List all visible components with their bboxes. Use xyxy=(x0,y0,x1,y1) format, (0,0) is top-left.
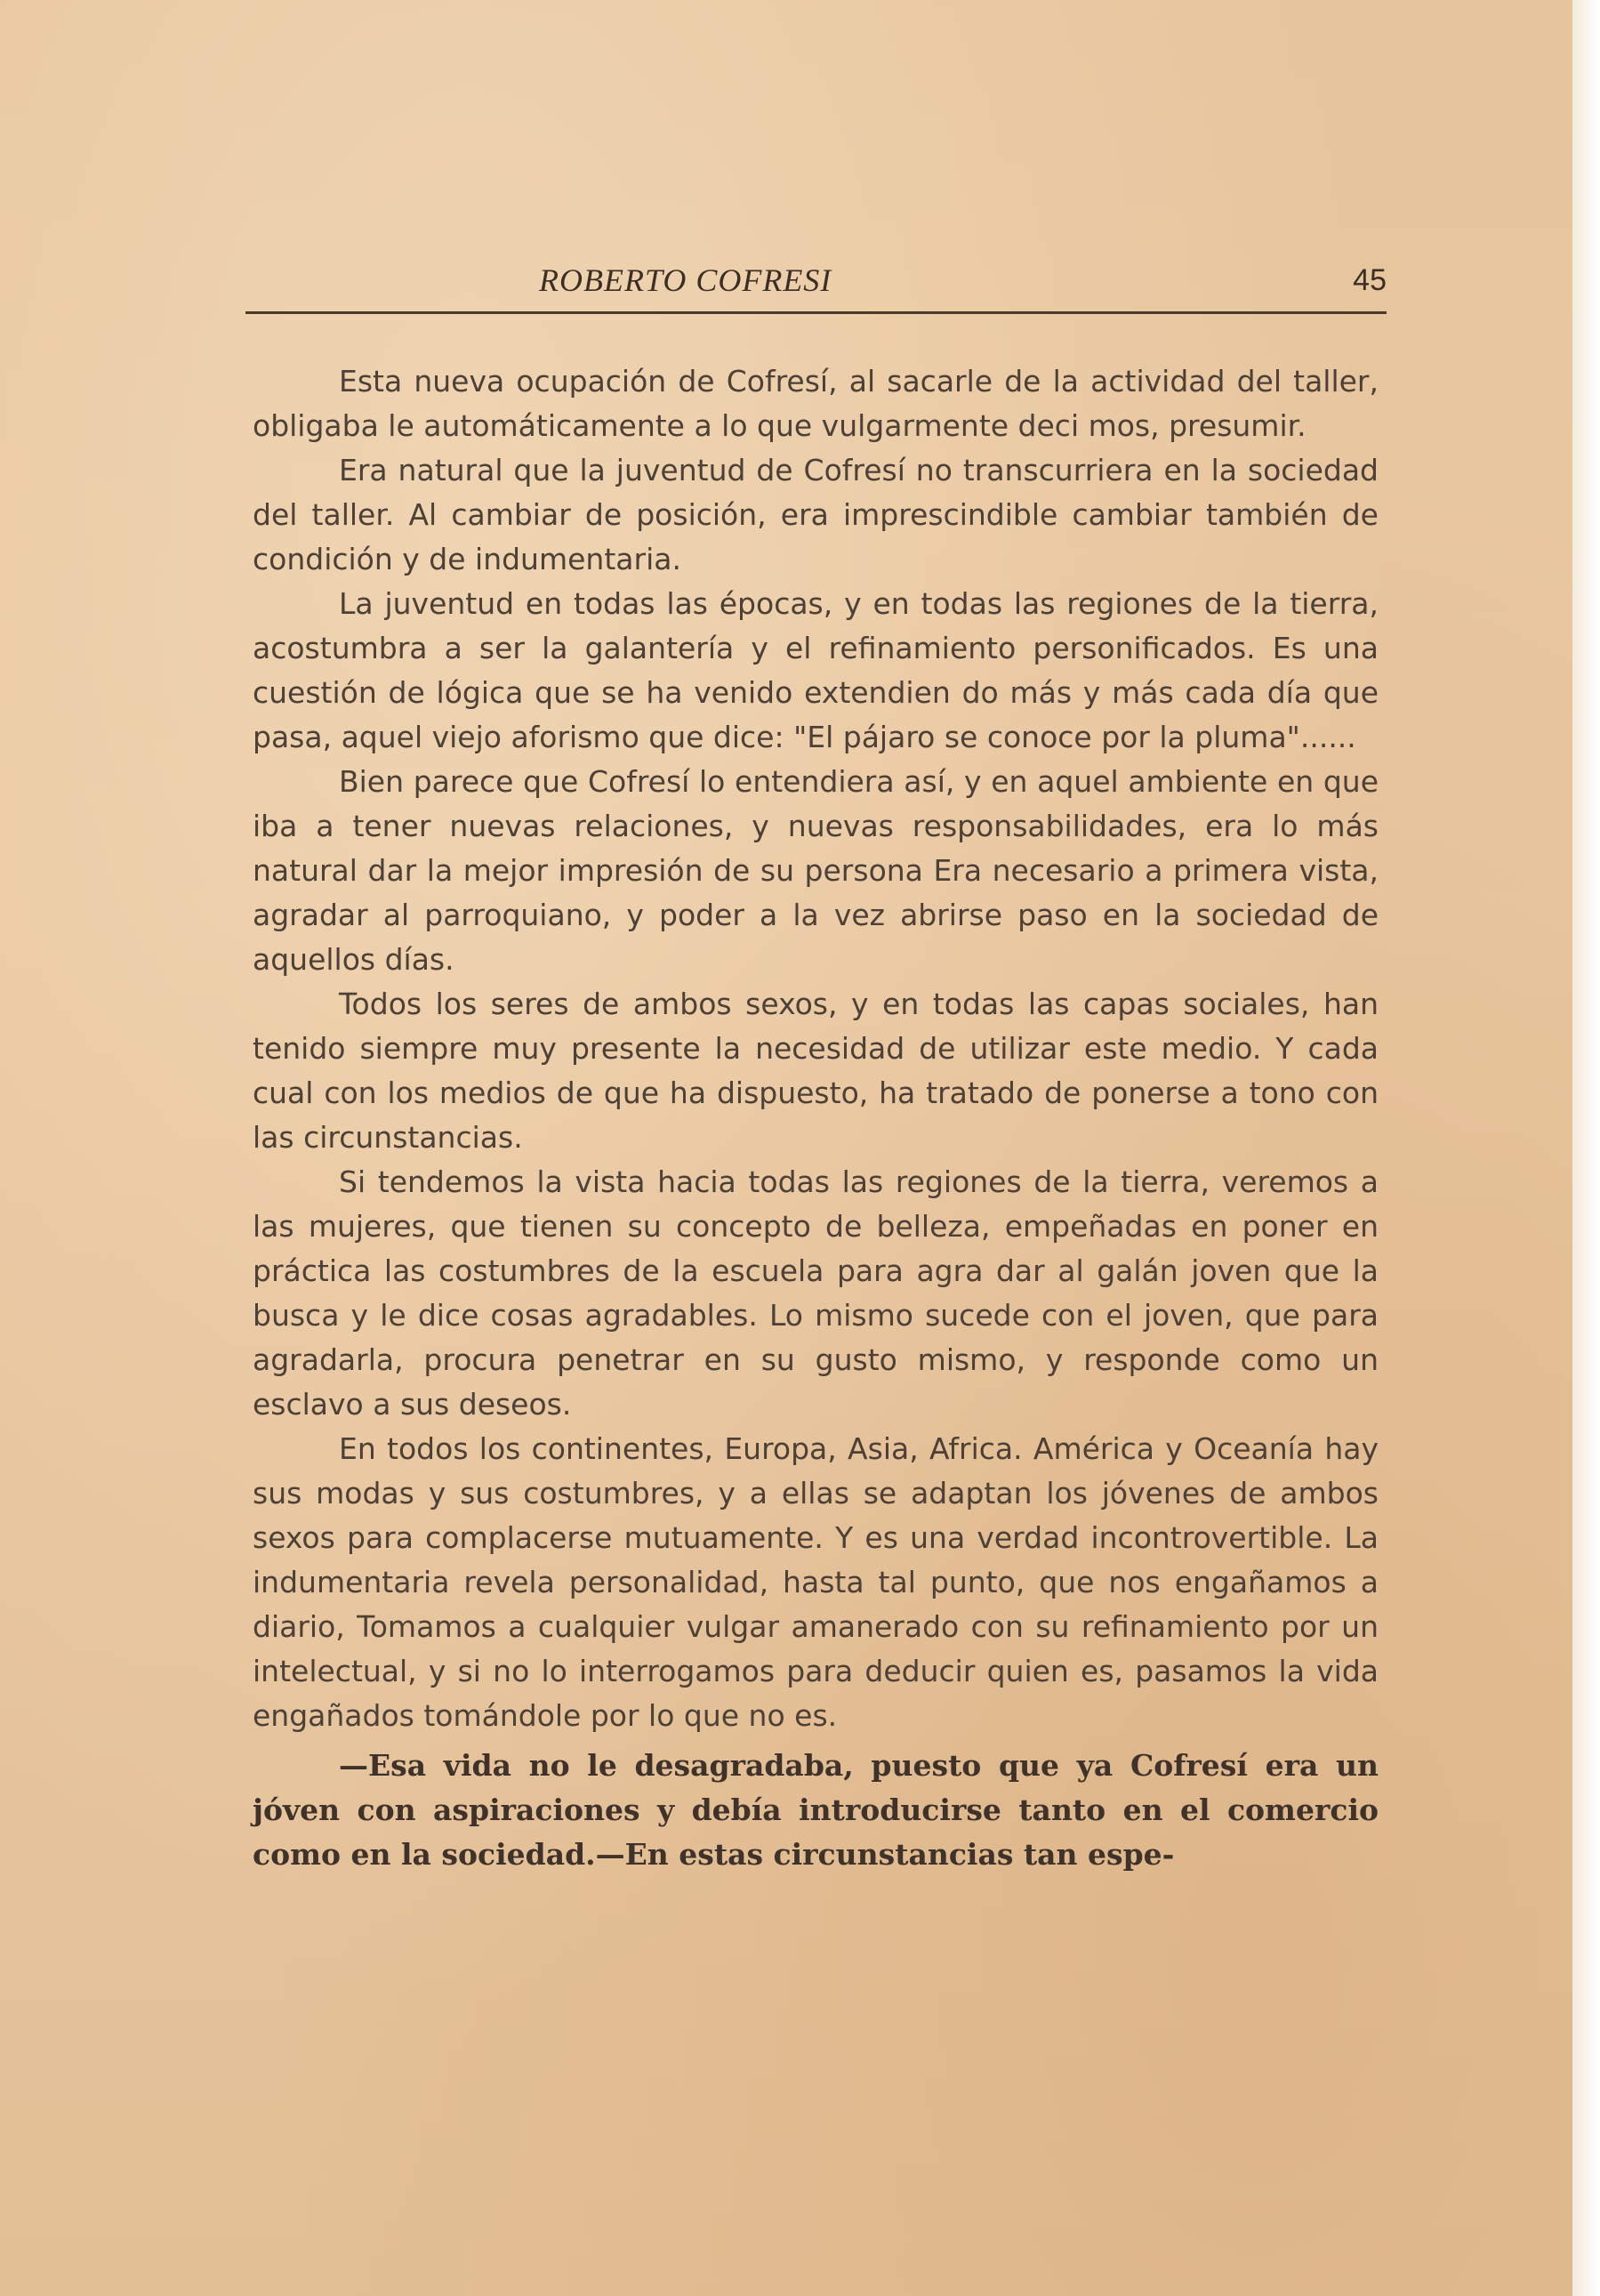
page-header xyxy=(245,256,1387,314)
paragraph: En todos los continentes, Europa, Asia, Africa. América y Oceanía hay sus modas y sus costumbres, y a ellas se adaptan los jóvenes de ambos sexos para complacerse mutuamente. Y es una verdad incontrovertible. La indumentaria revela personalidad, hasta tal punto, que nos engañamos a diario, Tomamos a cualquier vulgar amanerado con su refinamiento por un intelectual, y si no lo interrogamos para deducir quien es, pasamos la vida engañados tomándole por lo que no es. xyxy=(253,1431,1379,1733)
body-text xyxy=(253,359,1379,1877)
scan-margin xyxy=(1572,0,1600,2296)
paragraph: Esta nueva ocupación de Cofresí, al sacarle de la actividad del taller, obligaba le automáticamente a lo que vulgarmente deci mos, presumir. xyxy=(253,364,1379,443)
final-paragraph: —Esa vida no le desagradaba, puesto que ya Cofresí era un jóven con aspiraciones y debía introducirse tanto en el comercio como en la sociedad.—En estas circunstancias tan espe- xyxy=(253,1748,1379,1872)
paragraph: Si tendemos la vista hacia todas las regiones de la tierra, veremos a las mujeres, que tienen su concepto de belleza, empeñadas en poner en práctica las costumbres de la escuela para agra dar al galán joven que la busca y le dice cosas agradables. Lo mismo sucede con el joven, que para agradarla, procura penetrar en su gusto mismo, y responde como un esclavo a sus deseos. xyxy=(253,1164,1379,1422)
page-number: 45 xyxy=(1353,263,1387,297)
paragraph: Era natural que la juventud de Cofresí no transcurriera en la sociedad del taller. Al cambiar de posición, era imprescindible cambiar también de condición y de indumentaria. xyxy=(253,453,1379,576)
paragraph: Todos los seres de ambos sexos, y en todas las capas sociales, han tenido siempre muy presente la necesidad de utilizar este medio. Y cada cual con los medios de que ha dispuesto, ha tratado de ponerse a tono con las circunstancias. xyxy=(253,987,1379,1155)
running-title: ROBERTO COFRESI xyxy=(539,262,832,298)
paragraph: Bien parece que Cofresí lo entendiera así, y en aquel ambiente en que iba a tener nuevas relaciones, y nuevas responsabilidades, era lo más natural dar la mejor impresión de su persona Era necesario a primera vista, agradar al parroquiano, y poder a la vez abrirse paso en la sociedad de aquellos días. xyxy=(253,764,1379,977)
paragraph: La juventud en todas las épocas, y en todas las regiones de la tierra, acostumbra a ser la galantería y el refinamiento personificados. Es una cuestión de lógica que se ha venido extendien do más y más cada día que pasa, aquel viejo aforismo que dice: "El pájaro se conoce por la pluma"...... xyxy=(253,586,1379,754)
